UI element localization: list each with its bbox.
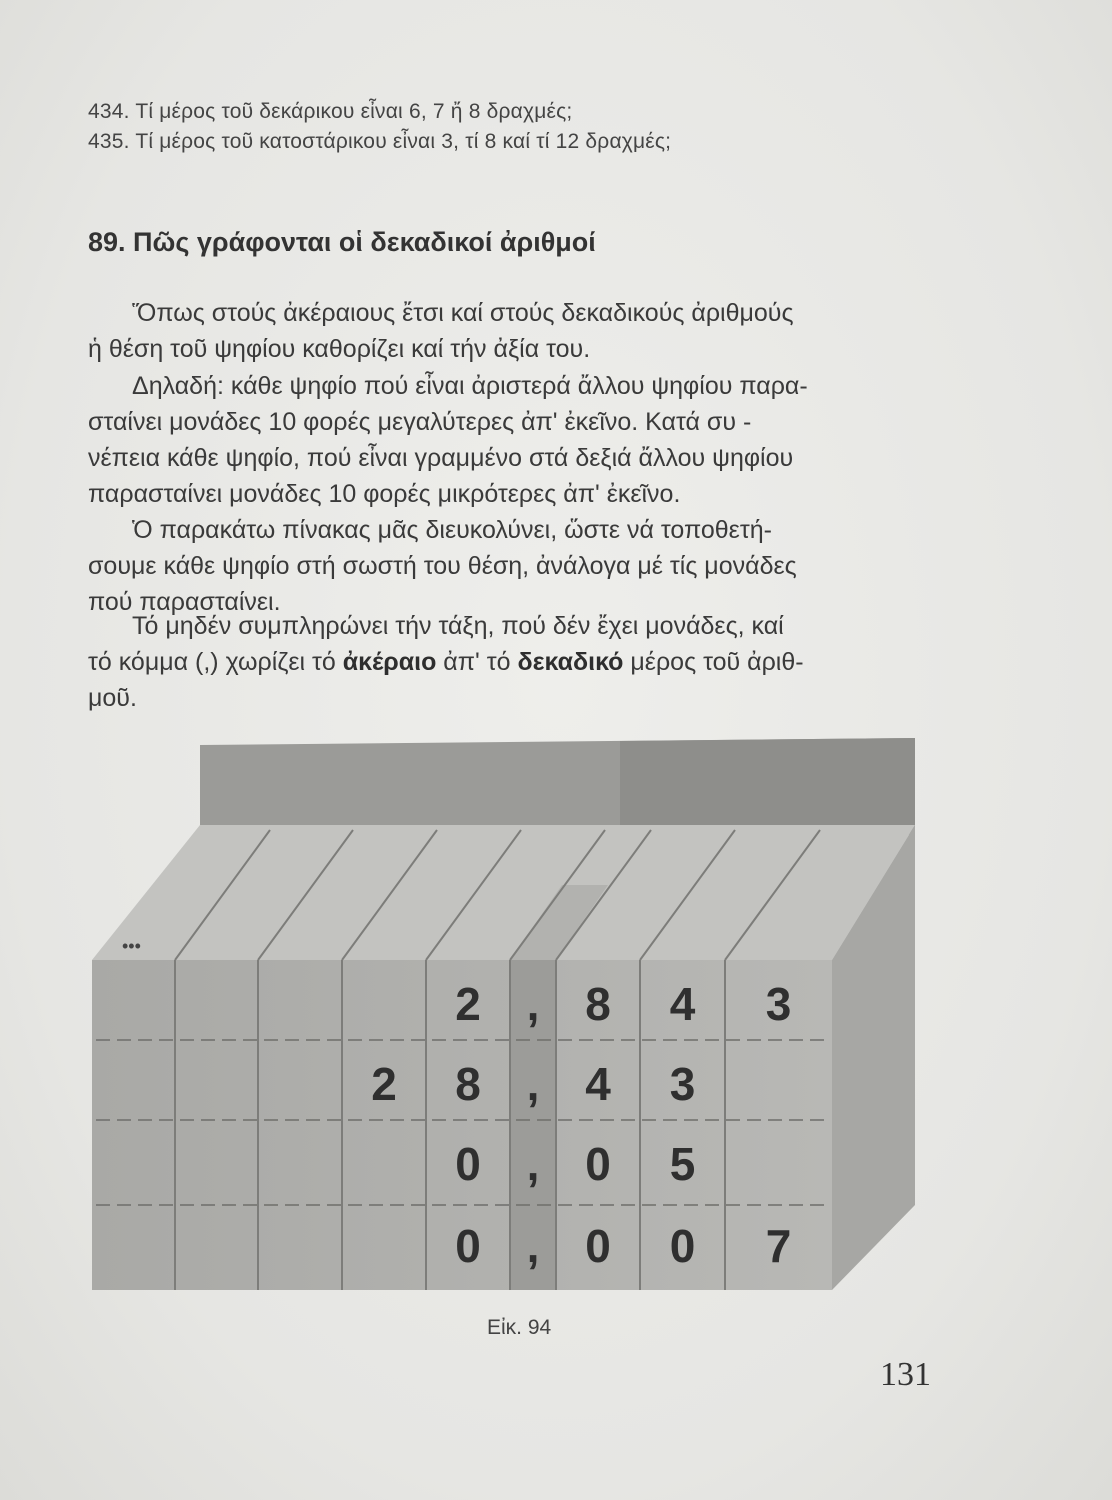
digit: 3 (765, 978, 792, 1030)
paragraph-line: παρασταίνει μονάδες 10 φορές μικρότερες ἀπ' ἐκεῖνο. (88, 480, 681, 508)
decimal-comma: , (526, 1138, 540, 1190)
digit: 8 (455, 1058, 481, 1110)
paragraph-4 (88, 608, 923, 716)
paragraph-line: Ὅπως στούς ἀκέραιους ἔτσι καί στούς δεκαδικούς ἀριθμούς (132, 299, 794, 327)
paragraph-line (88, 644, 923, 680)
paragraph-line: νέπεια κάθε ψηφίο, πού εἶναι γραμμένο στά δεξιά ἄλλου ψηφίου (88, 444, 794, 472)
bold-term-integer: ἀκέραιο (342, 648, 437, 676)
text-run: τό κόμμα (,) χωρίζει τό (88, 648, 343, 676)
paragraph-line: σταίνει μονάδες 10 φορές μεγαλύτερες ἀπ' ἐκεῖνο. Κατά συ - (88, 408, 752, 436)
top-surface (92, 825, 915, 960)
digit: 4 (585, 1058, 611, 1110)
decimal-comma: , (526, 1058, 540, 1110)
text-run: μέρος τοῦ ἀριθ- (623, 648, 804, 676)
place-value-figure (90, 735, 930, 1305)
digit: 3 (669, 1058, 696, 1110)
paragraph-line: Τό μηδέν συμπληρώνει τήν τάξη, πού δέν ἔχει μονάδες, καί (132, 612, 784, 640)
digit: 7 (765, 1220, 792, 1272)
paragraph-3 (88, 512, 923, 620)
paragraph-line: σουμε κάθε ψηφίο στή σωστή του θέση, ἀνάλογα μέ τίς μονάδες (88, 552, 797, 580)
digit: 4 (669, 978, 696, 1030)
digit: 0 (585, 1138, 611, 1190)
text-run: ἀπ' τό (436, 648, 518, 676)
paragraph-1 (88, 295, 923, 367)
digit: 8 (585, 978, 611, 1030)
paragraph-line: μοῦ. (88, 684, 137, 712)
section-title: 89. Πῶς γράφονται οἱ δεκαδικοί ἀριθμοί (88, 227, 596, 257)
digit: 0 (585, 1220, 611, 1272)
back-block-right (620, 738, 915, 835)
digit: 0 (455, 1220, 481, 1272)
paragraph-line: πού παρασταίνει. (88, 588, 281, 616)
exercise-434: 434. Τί μέρος τοῦ δεκάρικου εἶναι 6, 7 ἤ 8 δραχμές; (88, 100, 573, 123)
digit: 0 (455, 1138, 481, 1190)
decimal-comma: , (526, 978, 540, 1030)
digit: 0 (669, 1220, 696, 1272)
exercise-435: 435. Τί μέρος τοῦ κατοστάρικου εἶναι 3, τί 8 καί τί 12 δραχμές; (88, 130, 672, 153)
page-number: 131 (880, 1356, 931, 1393)
figure-caption: Εἰκ. 94 (487, 1316, 552, 1339)
decimal-comma: , (526, 1220, 540, 1272)
paragraph-2 (88, 368, 923, 512)
ellipsis-dots: ••• (122, 936, 141, 956)
digit: 2 (455, 978, 481, 1030)
digit: 2 (371, 1058, 397, 1110)
paragraph-line: Δηλαδή: κάθε ψηφίο πού εἶναι ἀριστερά ἄλλου ψηφίου παρα- (132, 372, 808, 400)
bold-term-decimal: δεκαδικό (517, 648, 624, 676)
paragraph-line: Ὁ παρακάτω πίνακας μᾶς διευκολύνει, ὥστε νά τοποθετή- (132, 516, 772, 544)
paragraph-line: ἡ θέση τοῦ ψηφίου καθορίζει καί τήν ἀξία του. (88, 335, 591, 363)
digit: 5 (669, 1138, 696, 1190)
